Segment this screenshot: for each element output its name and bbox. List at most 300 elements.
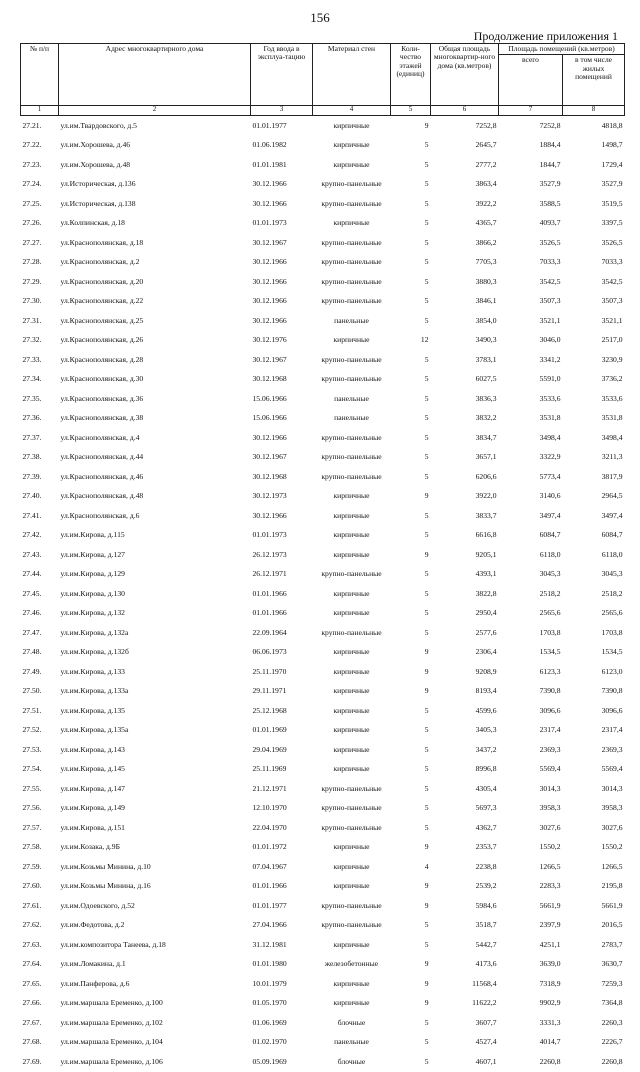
table-row	[21, 370, 625, 390]
table-row	[21, 526, 625, 546]
row-premises-living: 2260,8	[601, 1056, 623, 1066]
row-material: кирпичные	[333, 530, 370, 540]
row-material: кирпичные	[333, 978, 370, 988]
row-year: 30.12.1966	[252, 179, 287, 189]
row-year: 12.10.1970	[252, 803, 287, 813]
row-premises-all: 3531,8	[539, 413, 561, 423]
row-material: крупно-панельные	[321, 471, 382, 481]
row-number: 27.51.	[22, 705, 42, 715]
row-material: крупно-панельные	[321, 432, 382, 442]
row-premises-living: 3519,5	[601, 198, 623, 208]
row-year: 22.04.1970	[252, 822, 287, 832]
row-year: 25.11.1970	[252, 666, 287, 676]
row-premises-all: 3542,5	[539, 276, 561, 286]
header-premises-area: Площадь помещений (кв.метров)	[499, 44, 625, 55]
row-year: 01.01.1972	[252, 842, 287, 852]
row-premises-living: 2517,0	[601, 335, 623, 345]
row-premises-living: 3542,5	[601, 276, 623, 286]
row-premises-living: 3526,5	[601, 237, 623, 247]
row-premises-all: 4093,7	[539, 218, 561, 228]
row-material: блочные	[337, 1017, 366, 1027]
row-total-area: 4362,7	[475, 822, 497, 832]
row-premises-all: 5591,0	[539, 374, 561, 384]
row-material: крупно-панельные	[321, 900, 382, 910]
table-row	[21, 955, 625, 975]
row-floors: 5	[424, 705, 429, 715]
table-row	[21, 740, 625, 760]
row-material: панельные	[334, 413, 369, 423]
row-year: 15.06.1966	[252, 393, 287, 403]
row-address: ул.им.Кирова, д.132а	[60, 627, 129, 637]
table-row	[21, 760, 625, 780]
row-total-area: 2306,4	[475, 647, 497, 657]
row-floors: 5	[424, 179, 429, 189]
row-floors: 5	[424, 627, 429, 637]
column-number: 3	[251, 106, 313, 116]
row-material: кирпичные	[333, 861, 370, 871]
row-premises-living: 2369,3	[601, 744, 623, 754]
table-row	[21, 779, 625, 799]
row-premises-all: 5569,4	[539, 764, 561, 774]
row-year: 22.09.1964	[252, 627, 287, 637]
row-year: 01.01.1980	[252, 959, 287, 969]
row-material: кирпичные	[333, 140, 370, 150]
row-year: 01.01.1966	[252, 608, 287, 618]
row-material: кирпичные	[333, 881, 370, 891]
row-address: ул.им.маршала Еременко, д.104	[60, 1037, 163, 1047]
row-number: 27.33.	[22, 354, 42, 364]
row-address: ул.Краснополянская, д.46	[60, 471, 144, 481]
row-total-area: 3832,2	[475, 413, 497, 423]
row-premises-all: 5661,9	[539, 900, 561, 910]
row-address: ул.им.Кирова, д.127	[60, 549, 125, 559]
row-premises-living: 2783,7	[601, 939, 623, 949]
row-material: крупно-панельные	[321, 783, 382, 793]
row-material: крупно-панельные	[321, 920, 382, 930]
row-premises-all: 3331,3	[539, 1017, 561, 1027]
row-material: крупно-панельные	[321, 198, 382, 208]
row-total-area: 3866,2	[475, 237, 497, 247]
row-total-area: 3922,0	[475, 491, 497, 501]
row-total-area: 4173,6	[475, 959, 497, 969]
table-row	[21, 565, 625, 585]
row-premises-all: 2518,2	[539, 588, 561, 598]
table-row	[21, 935, 625, 955]
row-year: 30.12.1973	[252, 491, 287, 501]
row-year: 27.04.1966	[252, 920, 287, 930]
row-address: ул.им.Кирова, д.132	[60, 608, 125, 618]
row-floors: 9	[424, 881, 429, 891]
row-total-area: 2645,7	[475, 140, 497, 150]
row-year: 07.04.1967	[252, 861, 287, 871]
row-floors: 5	[424, 315, 429, 325]
row-number: 27.42.	[22, 530, 42, 540]
row-total-area: 2950,4	[475, 608, 497, 618]
table-row	[21, 994, 625, 1014]
row-address: ул.Краснополянская, д.28	[60, 354, 144, 364]
row-address: ул.им.Козьмы Минина, д.16	[60, 881, 151, 891]
row-total-area: 11568,4	[472, 978, 497, 988]
row-number: 27.68.	[22, 1037, 42, 1047]
continuation-label: Продолжение приложения 1	[473, 29, 618, 43]
table-row	[21, 799, 625, 819]
table-row	[21, 896, 625, 916]
row-premises-all: 3014,3	[539, 783, 561, 793]
row-number: 27.23.	[22, 159, 42, 169]
row-floors: 5	[424, 783, 429, 793]
row-total-area: 9208,9	[475, 666, 497, 676]
table-row	[21, 701, 625, 721]
row-floors: 12	[420, 335, 429, 345]
table-row	[21, 1013, 625, 1033]
row-premises-all: 1534,5	[539, 647, 561, 657]
row-number: 27.40.	[22, 491, 42, 501]
row-premises-living: 2016,5	[601, 920, 623, 930]
row-premises-all: 2565,6	[539, 608, 561, 618]
row-premises-living: 1703,8	[601, 627, 623, 637]
row-premises-living: 3958,3	[601, 803, 623, 813]
table-row	[21, 818, 625, 838]
row-premises-all: 3527,9	[539, 179, 561, 189]
row-total-area: 3607,7	[475, 1017, 497, 1027]
row-floors: 5	[424, 296, 429, 306]
row-premises-all: 3322,9	[539, 452, 561, 462]
row-year: 01.06.1982	[252, 140, 287, 150]
table-row	[21, 175, 625, 195]
row-address: ул.Краснополянская, д.26	[60, 335, 144, 345]
row-premises-living: 7033,3	[601, 257, 623, 267]
row-premises-living: 1266,5	[601, 861, 623, 871]
row-number: 27.28.	[22, 257, 42, 267]
row-floors: 5	[424, 764, 429, 774]
row-number: 27.30.	[22, 296, 42, 306]
row-material: крупно-панельные	[321, 374, 382, 384]
row-year: 06.06.1973	[252, 647, 287, 657]
row-total-area: 3822,8	[475, 588, 497, 598]
table-row	[21, 448, 625, 468]
header-material: Материал стен	[313, 44, 391, 106]
row-total-area: 3405,3	[475, 725, 497, 735]
row-material: крупно-панельные	[321, 179, 382, 189]
column-number: 6	[431, 106, 499, 116]
row-address: ул.им.Твардовского, д.5	[60, 120, 137, 130]
row-number: 27.54.	[22, 764, 42, 774]
row-premises-living: 3397,5	[601, 218, 623, 228]
row-premises-all: 1266,5	[539, 861, 561, 871]
row-floors: 9	[424, 959, 429, 969]
row-number: 27.63.	[22, 939, 42, 949]
row-premises-all: 7033,3	[539, 257, 561, 267]
row-floors: 5	[424, 744, 429, 754]
row-floors: 5	[424, 1056, 429, 1066]
row-premises-all: 2369,3	[539, 744, 561, 754]
row-address: ул.Краснополянская, д.6	[60, 510, 140, 520]
row-total-area: 2539,2	[475, 881, 497, 891]
row-floors: 5	[424, 588, 429, 598]
row-premises-all: 1884,4	[539, 140, 561, 150]
row-address: ул.им.Кирова, д.151	[60, 822, 125, 832]
row-number: 27.67.	[22, 1017, 42, 1027]
row-material: крупно-панельные	[321, 276, 382, 286]
row-total-area: 2238,8	[475, 861, 497, 871]
row-premises-all: 3096,6	[539, 705, 561, 715]
row-number: 27.65.	[22, 978, 42, 988]
row-material: кирпичные	[333, 335, 370, 345]
row-premises-all: 6118,0	[539, 549, 561, 559]
row-premises-all: 3526,5	[539, 237, 561, 247]
row-floors: 5	[424, 608, 429, 618]
column-number: 5	[391, 106, 431, 116]
row-premises-all: 3140,6	[539, 491, 561, 501]
row-premises-living: 7390,8	[601, 686, 623, 696]
row-material: кирпичные	[333, 998, 370, 1008]
row-total-area: 3863,4	[475, 179, 497, 189]
table-row	[21, 662, 625, 682]
row-year: 30.12.1966	[252, 198, 287, 208]
row-year: 30.12.1966	[252, 432, 287, 442]
row-number: 27.35.	[22, 393, 42, 403]
row-premises-all: 3341,2	[539, 354, 561, 364]
table-row	[21, 350, 625, 370]
page-number: 156	[310, 10, 330, 25]
column-number: 2	[59, 106, 251, 116]
row-floors: 5	[424, 198, 429, 208]
row-total-area: 6616,8	[475, 530, 497, 540]
row-material: кирпичные	[333, 647, 370, 657]
column-number: 7	[499, 106, 563, 116]
row-floors: 5	[424, 1037, 429, 1047]
row-premises-living: 2565,6	[601, 608, 623, 618]
row-address: ул.Историческая, д.138	[60, 198, 136, 208]
table-row	[21, 682, 625, 702]
row-premises-all: 3588,5	[539, 198, 561, 208]
row-number: 27.46.	[22, 608, 42, 618]
row-address: ул.им.Федотова, д.2	[60, 920, 125, 930]
row-premises-living: 2317,4	[601, 725, 623, 735]
table-row	[21, 233, 625, 253]
row-total-area: 8996,8	[475, 764, 497, 774]
row-premises-living: 3498,4	[601, 432, 623, 442]
row-number: 27.58.	[22, 842, 42, 852]
row-year: 30.12.1967	[252, 452, 287, 462]
row-year: 01.02.1970	[252, 1037, 287, 1047]
table-row	[21, 974, 625, 994]
row-floors: 5	[424, 354, 429, 364]
row-total-area: 3833,7	[475, 510, 497, 520]
row-material: кирпичные	[333, 666, 370, 676]
row-floors: 9	[424, 842, 429, 852]
row-premises-living: 1534,5	[601, 647, 623, 657]
row-total-area: 3880,3	[475, 276, 497, 286]
row-address: ул.им.Кирова, д.145	[60, 764, 125, 774]
row-premises-all: 1550,2	[539, 842, 561, 852]
table-row	[21, 838, 625, 858]
table-row	[21, 292, 625, 312]
row-material: кирпичные	[333, 608, 370, 618]
row-total-area: 5697,3	[475, 803, 497, 813]
row-total-area: 3518,7	[475, 920, 497, 930]
row-year: 26.12.1971	[252, 569, 287, 579]
row-total-area: 5442,7	[475, 939, 497, 949]
row-year: 25.11.1969	[252, 764, 287, 774]
table-row	[21, 389, 625, 409]
table-row	[21, 506, 625, 526]
row-premises-all: 3958,3	[539, 803, 561, 813]
row-premises-living: 3230,9	[601, 354, 623, 364]
row-address: ул.им.маршала Еременко, д.100	[60, 998, 163, 1008]
row-premises-all: 1703,8	[539, 627, 561, 637]
row-number: 27.64.	[22, 959, 42, 969]
row-premises-all: 3498,4	[539, 432, 561, 442]
row-premises-all: 3521,1	[539, 315, 561, 325]
row-year: 29.11.1971	[252, 686, 287, 696]
table-row	[21, 1033, 625, 1053]
row-material: кирпичные	[333, 510, 370, 520]
row-premises-all: 2283,3	[539, 881, 561, 891]
row-number: 27.22.	[22, 140, 42, 150]
row-premises-all: 5773,4	[539, 471, 561, 481]
row-premises-living: 7259,3	[601, 978, 623, 988]
row-year: 26.12.1973	[252, 549, 287, 559]
row-year: 29.04.1969	[252, 744, 287, 754]
row-premises-living: 3531,8	[601, 413, 623, 423]
row-total-area: 3846,1	[475, 296, 497, 306]
row-address: ул.им.Ломакина, д.1	[60, 959, 126, 969]
row-premises-living: 5569,4	[601, 764, 623, 774]
row-material: кирпичные	[333, 686, 370, 696]
row-floors: 5	[424, 822, 429, 832]
row-address: ул.им.Кирова, д.135а	[60, 725, 129, 735]
row-number: 27.50.	[22, 686, 42, 696]
row-number: 27.55.	[22, 783, 42, 793]
row-material: кирпичные	[333, 491, 370, 501]
row-premises-living: 3736,2	[601, 374, 623, 384]
row-number: 27.34.	[22, 374, 42, 384]
table-row	[21, 857, 625, 877]
row-total-area: 8193,4	[475, 686, 497, 696]
row-premises-living: 3211,3	[601, 452, 623, 462]
row-premises-all: 3045,3	[539, 569, 561, 579]
row-address: ул.Колпинская, д.18	[60, 218, 125, 228]
row-total-area: 3834,7	[475, 432, 497, 442]
row-premises-living: 3045,3	[601, 569, 623, 579]
row-premises-living: 6118,0	[601, 549, 623, 559]
row-material: крупно-панельные	[321, 803, 382, 813]
row-floors: 9	[424, 686, 429, 696]
table-row	[21, 623, 625, 643]
row-material: кирпичные	[333, 744, 370, 754]
housing-table	[20, 43, 625, 1072]
row-year: 05.09.1969	[252, 1056, 287, 1066]
row-address: ул.им.Кирова, д.115	[60, 530, 125, 540]
row-total-area: 4527,4	[475, 1037, 497, 1047]
row-premises-living: 1729,4	[601, 159, 623, 169]
row-number: 27.43.	[22, 549, 42, 559]
table-row	[21, 467, 625, 487]
row-premises-living: 2518,2	[601, 588, 623, 598]
row-number: 27.59.	[22, 861, 42, 871]
row-premises-living: 5661,9	[601, 900, 623, 910]
row-address: ул.Краснополянская, д.22	[60, 296, 144, 306]
row-year: 21.12.1971	[252, 783, 287, 793]
row-total-area: 3854,0	[475, 315, 497, 325]
row-address: ул.им.Кирова, д.149	[60, 803, 125, 813]
row-premises-living: 3817,9	[601, 471, 623, 481]
row-number: 27.32.	[22, 335, 42, 345]
row-total-area: 3922,2	[475, 198, 497, 208]
row-floors: 5	[424, 920, 429, 930]
row-address: ул.им.Кирова, д.135	[60, 705, 125, 715]
row-address: ул.им.композитора Танеева, д.18	[60, 939, 166, 949]
header-address: Адрес многоквартирного дома	[59, 44, 251, 106]
row-number: 27.52.	[22, 725, 42, 735]
row-address: ул.им.Панферова, д.6	[60, 978, 130, 988]
row-material: кирпичные	[333, 764, 370, 774]
row-year: 10.01.1979	[252, 978, 287, 988]
row-year: 01.01.1977	[252, 120, 287, 130]
row-floors: 5	[424, 803, 429, 813]
row-floors: 5	[424, 432, 429, 442]
row-total-area: 3836,3	[475, 393, 497, 403]
row-total-area: 4607,1	[475, 1056, 497, 1066]
row-material: кирпичные	[333, 588, 370, 598]
row-premises-living: 6084,7	[601, 530, 623, 540]
row-address: ул.Краснополянская, д.25	[60, 315, 144, 325]
row-premises-all: 3027,6	[539, 822, 561, 832]
row-number: 27.48.	[22, 647, 42, 657]
row-number: 27.26.	[22, 218, 42, 228]
row-number: 27.21.	[22, 120, 42, 130]
row-material: кирпичные	[333, 120, 370, 130]
table-row	[21, 721, 625, 741]
row-floors: 5	[424, 1017, 429, 1027]
table-row	[21, 155, 625, 175]
row-number: 27.61.	[22, 900, 42, 910]
row-number: 27.49.	[22, 666, 42, 676]
row-floors: 5	[424, 939, 429, 949]
row-address: ул.Краснополянская, д.38	[60, 413, 144, 423]
table-row	[21, 272, 625, 292]
table-row	[21, 604, 625, 624]
row-material: железобетонные	[324, 959, 379, 969]
row-floors: 5	[424, 569, 429, 579]
row-year: 30.12.1966	[252, 315, 287, 325]
row-total-area: 2577,6	[475, 627, 497, 637]
row-address: ул.им.Кирова, д.147	[60, 783, 125, 793]
row-year: 31.12.1981	[252, 939, 287, 949]
row-year: 01.01.1973	[252, 218, 287, 228]
row-premises-living: 1550,2	[601, 842, 623, 852]
row-total-area: 11622,2	[472, 998, 497, 1008]
table-row	[21, 916, 625, 936]
row-premises-all: 3046,0	[539, 335, 561, 345]
row-premises-all: 7252,8	[539, 120, 561, 130]
row-premises-all: 2317,4	[539, 725, 561, 735]
row-number: 27.47.	[22, 627, 42, 637]
table-body	[21, 116, 625, 1072]
row-premises-all: 7318,9	[539, 978, 561, 988]
row-premises-living: 2260,3	[601, 1017, 623, 1027]
row-number: 27.56.	[22, 803, 42, 813]
row-floors: 5	[424, 413, 429, 423]
row-year: 01.01.1966	[252, 588, 287, 598]
row-premises-all: 3639,0	[539, 959, 561, 969]
row-total-area: 4305,4	[475, 783, 497, 793]
table-row	[21, 311, 625, 331]
row-number: 27.62.	[22, 920, 42, 930]
row-total-area: 3490,3	[475, 335, 497, 345]
row-total-area: 2777,2	[475, 159, 497, 169]
